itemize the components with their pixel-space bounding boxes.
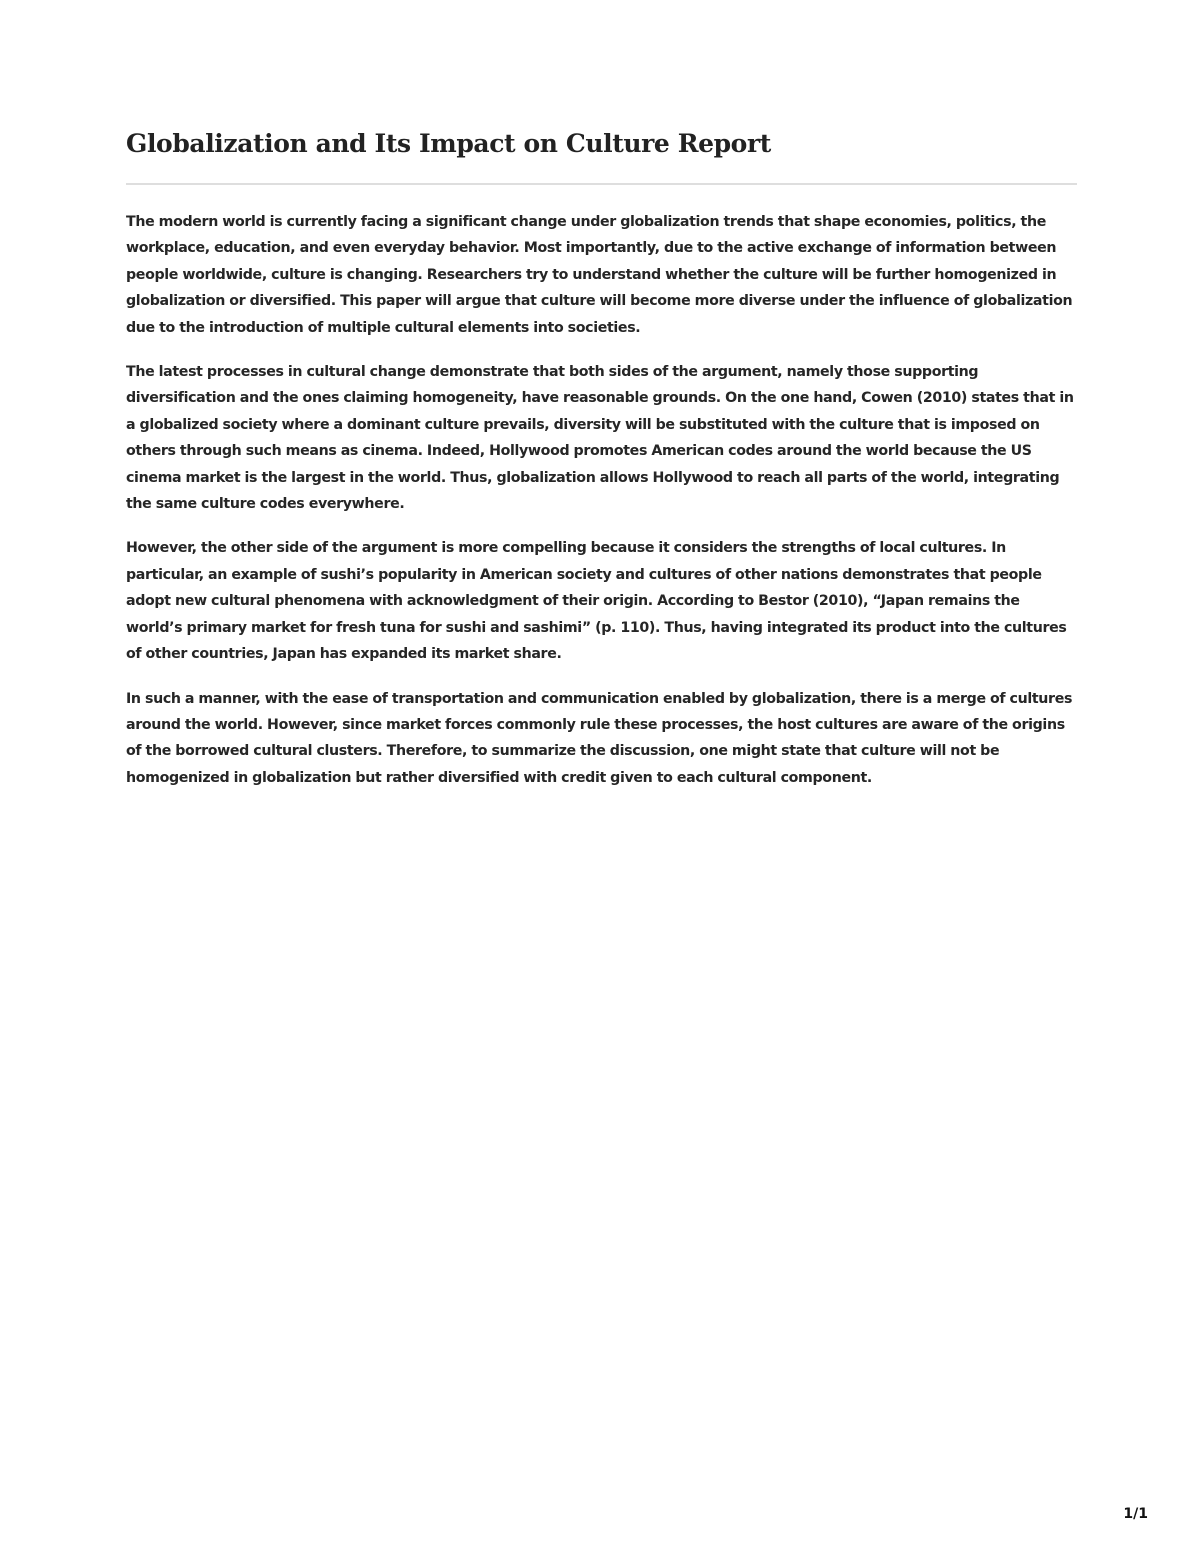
paragraph-conclusion: In such a manner, with the ease of transportation and communication enabled by globalization, there is a merge of cultures around the world. However, since market forces commonly rule these processes, the host cultures are aware of the origins of the borrowed cultural clusters. Therefore, to summarize the discussion, one might state that culture will not be homogenized in globalization but rather diversified with credit given to each cultural component.: [126, 690, 1073, 786]
document-title: Globalization and Its Impact on Culture Report: [126, 129, 771, 158]
paragraph-homogenization-argument: The latest processes in cultural change demonstrate that both sides of the argument, namely those supporting diversification and the ones claiming homogeneity, have reasonable grounds. On the one hand, Cowen (2010) states that in a globalized society where a dominant culture prevails, diversity will be substituted with the culture that is imposed on others through such means as cinema. Indeed, Hollywood promotes American codes around the world because the US cinema market is the largest in the world. Thus, globalization allows Hollywood to reach all parts of the world, integrating the same culture codes everywhere.: [126, 364, 1074, 513]
paragraph-introduction: The modern world is currently facing a significant change under globalization trends that shape economies, politics, the workplace, education, and even everyday behavior. Most importantly, due to the active exchange of information between people worldwide, culture is changing. Researchers try to understand whether the culture will be further homogenized in globalization or diversified. This paper will argue that culture will become more diverse under the influence of globalization due to the introduction of multiple cultural elements into societies.: [126, 214, 1073, 336]
document-page: [126, 126, 1077, 809]
paragraph-diversification-argument: However, the other side of the argument is more compelling because it considers the strengths of local cultures. In particular, an example of sushi’s popularity in American society and cultures of other nations demonstrates that people adopt new cultural phenomena with acknowledgment of their origin. According to Bestor (2010), “Japan remains the world’s primary market for fresh tuna for sushi and sashimi” (p. 110). Thus, having integrated its product into the cultures of other countries, Japan has expanded its market share.: [126, 540, 1067, 663]
title-divider: [126, 183, 1077, 185]
page-number: 1/1: [1123, 1506, 1148, 1522]
